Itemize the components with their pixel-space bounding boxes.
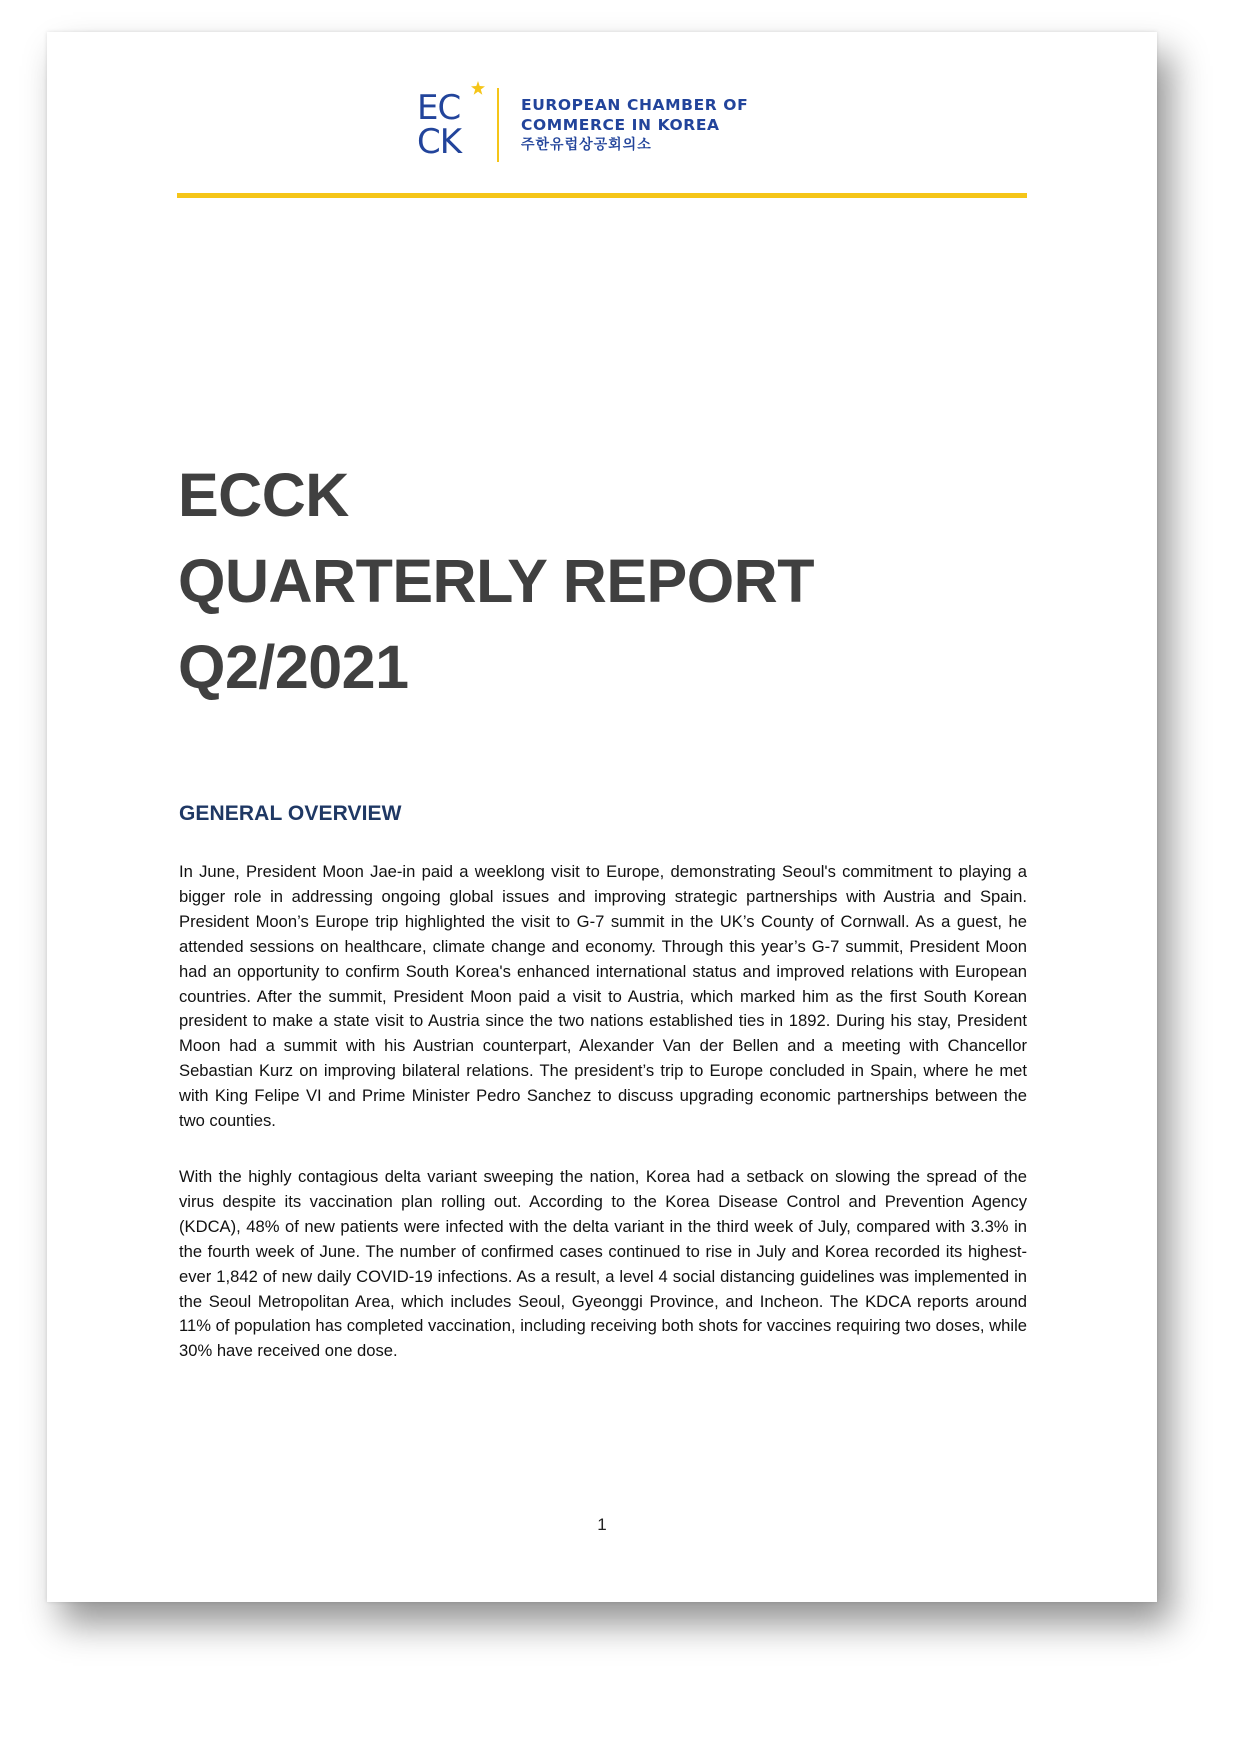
section-heading: GENERAL OVERVIEW bbox=[179, 802, 402, 825]
ecck-logo bbox=[417, 80, 748, 170]
report-title-line1: ECCK bbox=[178, 461, 349, 529]
document-page bbox=[47, 32, 1157, 1602]
organization-name-korean: 주한유럽상공회의소 bbox=[521, 137, 652, 153]
page-number: 1 bbox=[597, 1515, 607, 1534]
body-paragraph: With the highly contagious delta variant sweeping the nation, Korea had a setback on slowing the spread of the virus despite its vaccination plan rolling out. According to the Korea Disease Control and Prevention Agency (KDCA), 48% of new patients were infected with the delta variant in the third week of July, compared with 3.3% in the fourth week of June. The number of confirmed cases continued to rise in July and Korea recorded its highest-ever 1,842 of new daily COVID-19 infections. As a result, a level 4 social distancing guidelines was implemented in the Seoul Metropolitan Area, which includes Seoul, Gyeonggi Province, and Incheon. The KDCA reports around 11% of population has completed vaccination, including receiving both shots for vaccines requiring two doses, while 30% have received one dose. bbox=[179, 1167, 1027, 1361]
header-divider bbox=[177, 193, 1027, 198]
logo-letters-bottom: CK bbox=[417, 122, 462, 162]
logo-divider bbox=[497, 88, 499, 162]
logo-mark bbox=[417, 87, 483, 163]
organization-name-line2: COMMERCE IN KOREA bbox=[521, 116, 720, 134]
report-title-line3: Q2/2021 bbox=[178, 633, 409, 701]
star-icon bbox=[471, 81, 485, 95]
report-title bbox=[178, 452, 814, 710]
report-title-line2: QUARTERLY REPORT bbox=[178, 547, 814, 615]
organization-name-line1: EUROPEAN CHAMBER OF bbox=[521, 96, 749, 114]
body-paragraph: In June, President Moon Jae-in paid a weeklong visit to Europe, demonstrating Seoul's commitment to playing a bigger role in addressing ongoing global issues and improving strategic partnerships with Austria and Spain. President Moon’s Europe trip highlighted the visit to G-7 summit in the UK’s County of Cornwall. As a guest, he attended sessions on healthcare, climate change and economy. Through this year’s G-7 summit, President Moon had an opportunity to confirm South Korea's enhanced international status and improved relations with European countries. After the summit, President Moon paid a visit to Austria, which marked him as the first South Korean president to make a state visit to Austria since the two nations established ties in 1892. During his stay, President Moon had a summit with his Austrian counterpart, Alexander Van der Bellen and a meeting with Chancellor Sebastian Kurz on improving bilateral relations. The president’s trip to Europe concluded in Spain, where he met with King Felipe VI and Prime Minister Pedro Sanchez to discuss upgrading economic partnerships between the two counties. bbox=[179, 862, 1027, 1131]
logo-letters-top: EC bbox=[417, 88, 461, 128]
organization-name bbox=[521, 95, 748, 155]
